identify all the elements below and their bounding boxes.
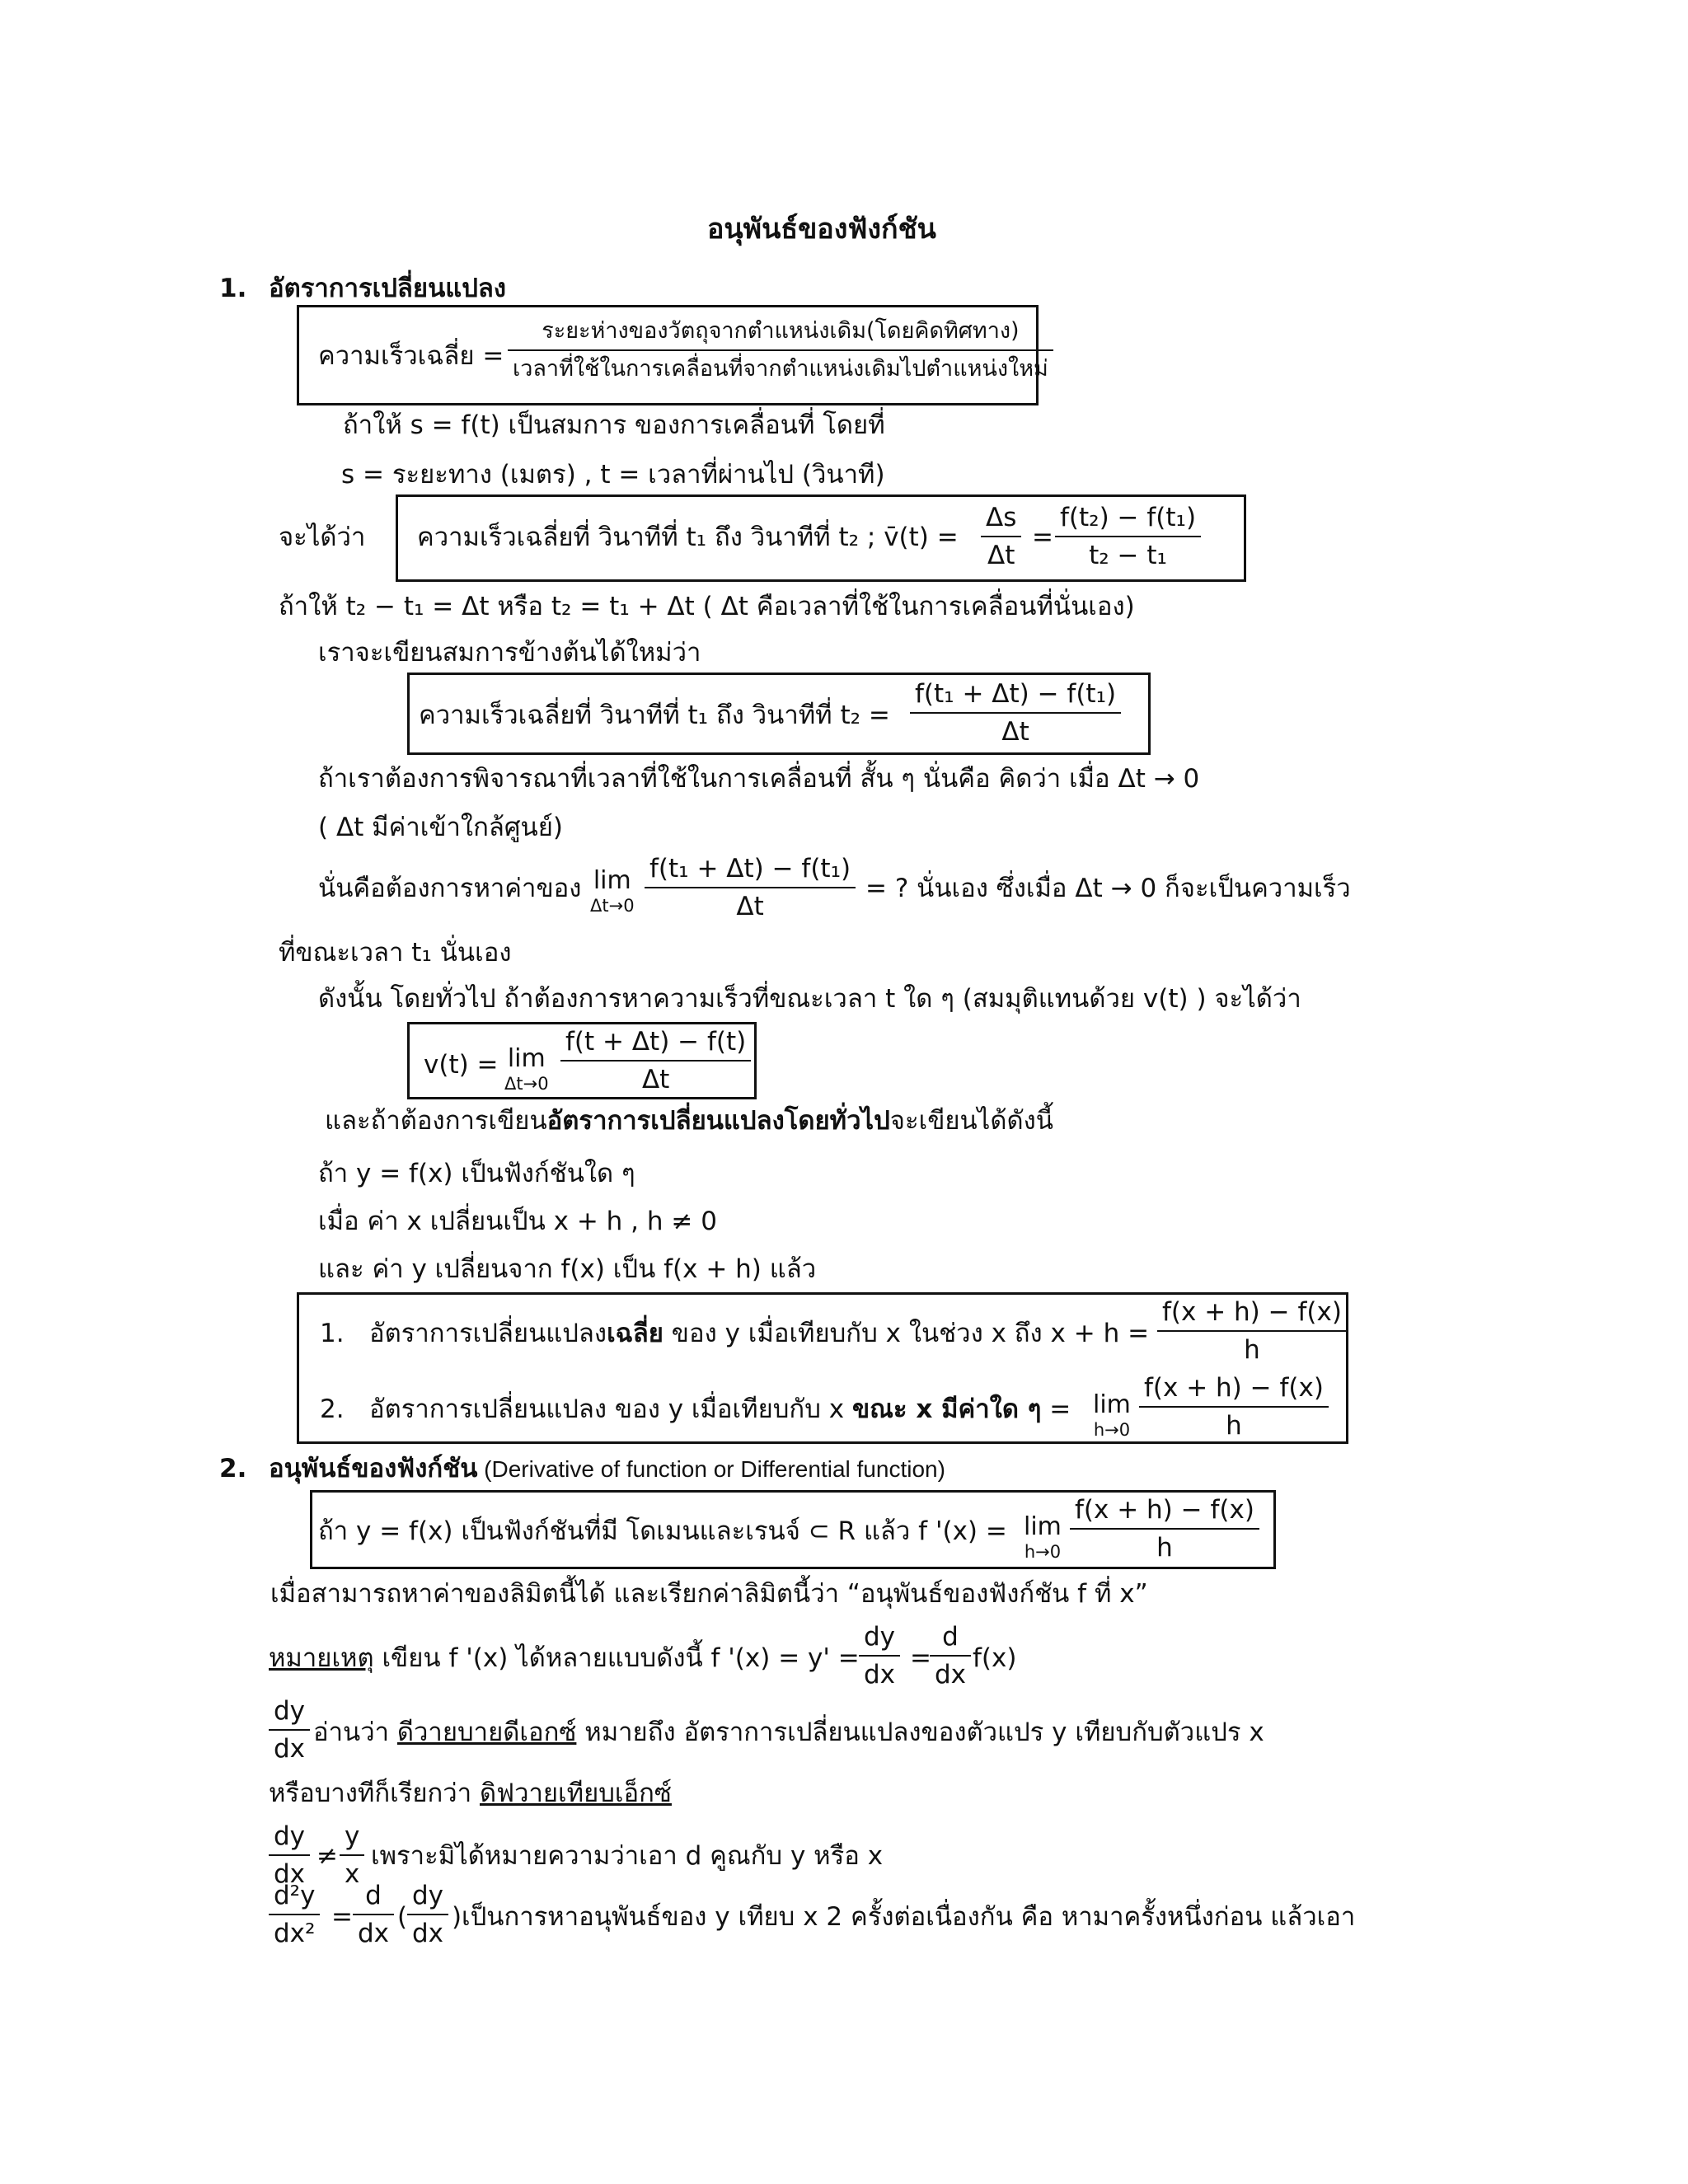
- rewritten-average-velocity-fraction: [910, 677, 1121, 748]
- second-derivative-inner-fraction: [407, 1879, 448, 1950]
- rewritten-denominator: Δt: [1001, 717, 1029, 747]
- rate-row-2-number: 2.: [320, 1394, 345, 1424]
- instant-t1-line: ที่ขณะเวลา t₁ นั่นเอง: [279, 938, 512, 968]
- d: d: [353, 1879, 394, 1915]
- second-derivative-equals: =: [331, 1902, 353, 1932]
- dx: dx: [274, 1859, 306, 1889]
- second-derivative-explanation: เป็นการหาอนุพันธ์ของ y เทียบ x 2 ครั้งต่อเนื่องกัน คือ หามาครั้งหนึ่งก่อน แล้วเอา: [462, 1902, 1356, 1932]
- derivative-name-line: เมื่อสามารถหาค่าของลิมิตนี้ได้ และเรียกค่าลิมิตนี้ว่า “อนุพันธ์ของฟังก์ชัน f ที่ x”: [270, 1579, 1148, 1609]
- general-velocity-line: ดังนั้น โดยทั่วไป ถ้าต้องการหาความเร็วที่ขณะเวลา t ใด ๆ (สมมุติแทนด้วย v(t) ) จะได้ว่า: [318, 984, 1301, 1014]
- limit-operator-dt: [590, 866, 635, 918]
- instantaneous-velocity-fraction: [560, 1025, 751, 1096]
- limit-operator-velocity: [504, 1044, 549, 1096]
- limit-line-prefix: นั่นคือต้องการหาค่าของ: [318, 874, 582, 903]
- average-rate-numerator: f(x + h) − f(x): [1157, 1296, 1347, 1332]
- dy-dx-fraction: [859, 1620, 900, 1691]
- dx: dx: [274, 1734, 306, 1764]
- rate-row-1-text: [369, 1317, 1149, 1350]
- not-equal-explanation: เพราะมิได้หมายความว่าเอา d คูณกับ y หรือ x: [371, 1841, 884, 1871]
- section-1-number: 1.: [219, 274, 247, 303]
- dy: dy: [269, 1820, 310, 1856]
- x: x: [345, 1859, 360, 1889]
- rate-row-2-prefix: อัตราการเปลี่ยนแปลง ของ y เมื่อเทียบกับ x: [369, 1394, 852, 1424]
- d-dx-fraction: [930, 1620, 971, 1691]
- y: y: [340, 1820, 364, 1856]
- limit-t1-denominator: Δt: [736, 892, 764, 921]
- average-velocity-denominator: เวลาที่ใช้ในการเคลื่อนที่จากตำแหน่งเดิมไปตำแหน่งใหม่: [513, 356, 1048, 382]
- d2y: d²y: [269, 1879, 320, 1915]
- lim-subscript: Δt→0: [590, 896, 635, 916]
- dx: dx: [864, 1660, 896, 1690]
- dx2: dx²: [274, 1919, 316, 1948]
- second-derivative-fraction: [269, 1879, 320, 1950]
- delta-s: Δs: [981, 501, 1021, 537]
- general-rate-suffix: จะเขียนได้ดังนี้: [889, 1106, 1053, 1136]
- also-called-prefix: หรือบางทีก็เรียกว่า: [269, 1779, 480, 1808]
- difference-quotient-t: [1055, 501, 1201, 572]
- y-function-line: ถ้า y = f(x) เป็นฟังก์ชันใด ๆ: [318, 1159, 635, 1188]
- limit-fraction-t1: [645, 852, 856, 923]
- rate-row-2-equals: =: [1041, 1394, 1071, 1424]
- average-velocity-t1-t2-text: ความเร็วเฉลี่ยที่ วินาทีที่ t₁ ถึง วินาทีที่ t₂ ; v̄(t) =: [417, 523, 959, 552]
- lim-subscript: h→0: [1024, 1542, 1062, 1562]
- lim-subscript: Δt→0: [504, 1074, 549, 1094]
- read-as-pronunciation: ดีวายบายดีเอกซ์: [396, 1718, 577, 1747]
- delta-s-over-delta-t: [981, 501, 1021, 572]
- note-label: หมายเหตุ: [269, 1643, 374, 1673]
- limit-line-suffix: = ? นั่นเอง ซึ่งเมื่อ Δt → 0 ก็จะเป็นความเร็ว: [865, 874, 1351, 903]
- rate-row-1-suffix: ของ y เมื่อเทียบกับ x ในช่วง x ถึง x + h =: [663, 1319, 1150, 1348]
- y-change-line: และ ค่า y เปลี่ยนจาก f(x) เป็น f(x + h) แล้ว: [318, 1254, 817, 1284]
- delta-t: Δt: [987, 541, 1015, 570]
- instantaneous-numerator: f(t + Δt) − f(t): [560, 1025, 751, 1062]
- rate-row-2-text: [369, 1393, 1071, 1426]
- open-paren: (: [397, 1902, 408, 1932]
- also-called-term: ดิฟวายเทียบเอ็กซ์: [479, 1779, 672, 1808]
- general-rate-prefix: และถ้าต้องการเขียน: [325, 1106, 547, 1136]
- dy: dy: [269, 1694, 310, 1731]
- note-fx: f(x): [973, 1643, 1017, 1673]
- d: d: [930, 1620, 971, 1657]
- section-1-heading: อัตราการเปลี่ยนแปลง: [269, 274, 507, 303]
- derivative-fraction: [1070, 1493, 1259, 1564]
- short-time-line: ถ้าเราต้องการพิจารณาที่เวลาที่ใช้ในการเคลื่อนที่ สั้น ๆ นั่นคือ คิดว่า เมื่อ Δt → 0: [318, 764, 1200, 794]
- note-text: เขียน f '(x) ได้หลายแบบดังนี้ f '(x) = y' =: [373, 1643, 860, 1673]
- close-paren: ): [452, 1902, 462, 1932]
- limit-t1-numerator: f(t₁ + Δt) − f(t₁): [645, 852, 856, 888]
- limit-operator-h-2: [1024, 1512, 1062, 1564]
- rate-row-1-bold: เฉลี่ย: [607, 1319, 663, 1348]
- jadaiwa-label: จะได้ว่า: [279, 523, 366, 552]
- dx: dx: [358, 1919, 390, 1948]
- average-velocity-label: ความเร็วเฉลี่ย =: [318, 341, 504, 371]
- rewrite-line: เราจะเขียนสมการข้างต้นได้ใหม่ว่า: [318, 638, 701, 668]
- dy: dy: [407, 1879, 448, 1915]
- dx: dx: [935, 1660, 967, 1690]
- limit-operator-h-1: [1093, 1390, 1131, 1442]
- instant-rate-numerator: f(x + h) − f(x): [1139, 1371, 1329, 1408]
- rate-row-2-bold: ขณะ x มีค่าใด ๆ: [851, 1394, 1042, 1424]
- average-rate-denominator: h: [1244, 1335, 1260, 1365]
- note-equals: =: [910, 1643, 931, 1673]
- general-rate-bold: อัตราการเปลี่ยนแปลงโดยทั่วไป: [546, 1106, 890, 1136]
- rate-row-1-prefix: อัตราการเปลี่ยนแปลง: [369, 1319, 607, 1348]
- instant-rate-denominator: h: [1226, 1411, 1242, 1441]
- read-as-meaning: หมายถึง อัตราการเปลี่ยนแปลงของตัวแปร y เทียบกับตัวแปร x: [576, 1718, 1264, 1747]
- delta-t-definition-line: ถ้าให้ t₂ − t₁ = Δt หรือ t₂ = t₁ + Δt ( Δt คือเวลาที่ใช้ในการเคลื่อนที่นั่นเอง): [279, 592, 1135, 621]
- read-dy-dx-fraction: [269, 1694, 310, 1765]
- note-line: [269, 1642, 860, 1675]
- motion-equation-line: ถ้าให้ s = f(t) เป็นสมการ ของการเคลื่อนที่ โดยที่: [343, 410, 885, 440]
- section-2-heading: [269, 1452, 945, 1486]
- average-rate-fraction: [1157, 1296, 1347, 1366]
- general-rate-line: [325, 1104, 1053, 1137]
- rewritten-average-velocity-text: ความเร็วเฉลี่ยที่ วินาทีที่ t₁ ถึง วินาทีที่ t₂ =: [419, 701, 890, 730]
- read-as-prefix: อ่านว่า: [313, 1718, 397, 1747]
- section-2-heading-th: อนุพันธ์ของฟังก์ชัน: [269, 1454, 478, 1483]
- section-2-heading-en: (Derivative of function or Differential function): [477, 1456, 945, 1482]
- dy: dy: [859, 1620, 900, 1657]
- instantaneous-denominator: Δt: [641, 1065, 670, 1094]
- rate-row-1-number: 1.: [320, 1319, 345, 1348]
- dx: dx: [412, 1919, 444, 1948]
- difference-quotient-t-denominator: t₂ − t₁: [1089, 541, 1167, 570]
- derivative-numerator: f(x + h) − f(x): [1070, 1493, 1259, 1530]
- equals-sign: =: [1032, 523, 1053, 552]
- instant-rate-fraction: [1139, 1371, 1329, 1442]
- section-2-number: 2.: [219, 1454, 247, 1483]
- second-derivative-d-dx: [353, 1879, 394, 1950]
- also-called-line: [269, 1777, 672, 1810]
- average-velocity-numerator: ระยะห่างของวัตถุจากตำแหน่งเดิม(โดยคิดทิศทาง): [508, 315, 1053, 351]
- not-equal-sign: ≠: [316, 1841, 338, 1871]
- difference-quotient-t-numerator: f(t₂) − f(t₁): [1055, 501, 1201, 537]
- lim-subscript: h→0: [1093, 1420, 1131, 1440]
- delta-t-near-zero-line: ( Δt มีค่าเข้าใกล้ศูนย์): [318, 813, 563, 842]
- lim-word: lim: [1024, 1512, 1062, 1541]
- derivative-denominator: h: [1156, 1533, 1173, 1563]
- read-as-line: [313, 1716, 1264, 1749]
- rewritten-numerator: f(t₁ + Δt) − f(t₁): [910, 677, 1121, 714]
- average-velocity-fraction: [508, 315, 1053, 386]
- lim-word: lim: [507, 1044, 546, 1073]
- derivative-definition-text: ถ้า y = f(x) เป็นฟังก์ชันที่มี โดเมนและเรนจ์ ⊂ R แล้ว f '(x) =: [318, 1516, 1007, 1546]
- page-title: อนุพันธ์ของฟังก์ชัน: [707, 213, 936, 246]
- x-change-line: เมื่อ ค่า x เปลี่ยนเป็น x + h , h ≠ 0: [318, 1207, 717, 1236]
- variables-line: s = ระยะทาง (เมตร) , t = เวลาที่ผ่านไป (วินาที): [341, 460, 885, 490]
- lim-word: lim: [593, 866, 631, 895]
- lim-word: lim: [1093, 1390, 1131, 1419]
- v-of-t-label: v(t) =: [424, 1050, 499, 1080]
